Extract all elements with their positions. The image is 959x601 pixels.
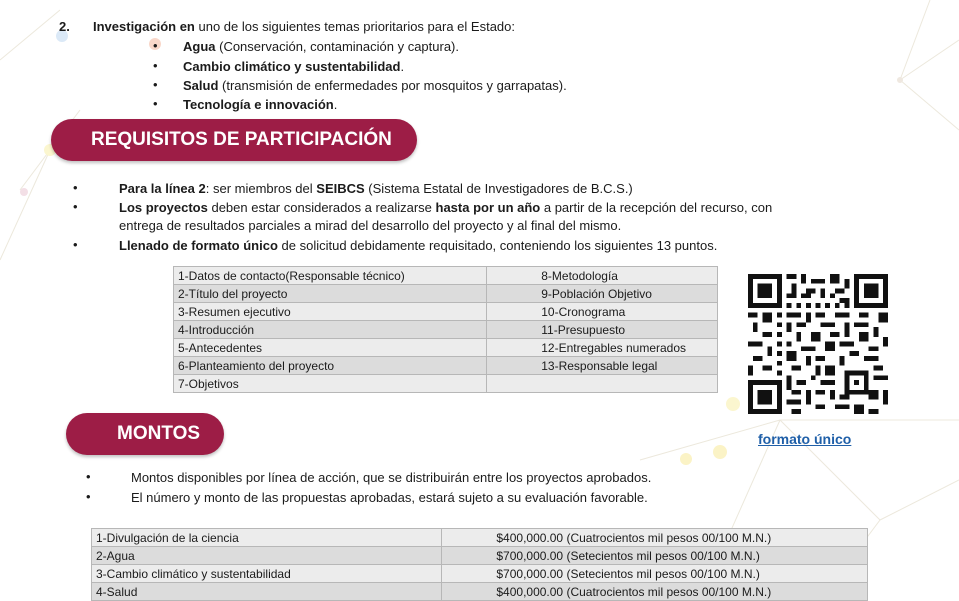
bullet-icon: • — [73, 199, 78, 214]
table-cell: 3-Resumen ejecutivo — [174, 303, 487, 321]
table-cell: $400,000.00 (Cuatrocientos mil pesos 00/100 M.N.) — [442, 583, 868, 601]
requisito-item-line2: entrega de resultados parciales a mirad del desarrollo del proyecto y al final del mismo. — [119, 218, 622, 233]
requisito-text: de solicitud debidamente requisitado, conteniendo los siguientes 13 puntos. — [277, 238, 718, 253]
topic-bold: Agua — [183, 39, 216, 54]
bullet-icon: • — [86, 489, 91, 504]
table-cell: 13-Responsable legal — [487, 357, 718, 375]
requisito-item — [119, 181, 633, 196]
formato-unico-link[interactable]: formato único — [758, 431, 852, 447]
topic-item — [183, 78, 567, 93]
section-lead-bold: Investigación en — [93, 19, 195, 34]
table-cell: 4-Introducción — [174, 321, 487, 339]
table-row — [92, 547, 868, 565]
montos-item: Montos disponibles por línea de acción, que se distribuirán entre los proyectos aprobados. — [131, 470, 652, 485]
table-cell: 6-Planteamiento del proyecto — [174, 357, 487, 375]
topic-item — [183, 39, 459, 54]
topic-item — [183, 59, 404, 74]
topic-bold: Tecnología e innovación — [183, 97, 334, 112]
montos-title: MONTOS — [117, 423, 201, 444]
montos-table — [91, 528, 868, 601]
requisito-bold2: hasta por un año — [435, 200, 541, 215]
requisito-item — [119, 200, 772, 215]
qr-code-icon[interactable] — [748, 274, 888, 414]
requisito-bold: Los proyectos — [119, 200, 208, 215]
bullet-icon: • — [153, 96, 158, 111]
section-number: 2. — [59, 19, 70, 34]
bullet-icon: • — [153, 77, 158, 92]
requisito-item — [119, 238, 717, 253]
table-cell: 1-Divulgación de la ciencia — [92, 529, 442, 547]
topic-item — [183, 97, 337, 112]
bullet-icon: • — [153, 58, 158, 73]
bullet-icon: • — [153, 38, 158, 53]
table-cell: 9-Población Objetivo — [487, 285, 718, 303]
table-row — [174, 321, 718, 339]
table-row — [174, 285, 718, 303]
table-row — [174, 339, 718, 357]
table-row — [174, 303, 718, 321]
table-cell: 7-Objetivos — [174, 375, 487, 393]
table-cell: 12-Entregables numerados — [487, 339, 718, 357]
table-cell: 2-Título del proyecto — [174, 285, 487, 303]
table-cell: 10-Cronograma — [487, 303, 718, 321]
table-cell: 1-Datos de contacto(Responsable técnico) — [174, 267, 487, 285]
requisito-text2: (Sistema Estatal de Investigadores de B.C.S.) — [364, 181, 633, 196]
topic-rest: . — [333, 97, 338, 112]
table-cell: $700,000.00 (Setecientos mil pesos 00/100 M.N.) — [442, 565, 868, 583]
table-cell: $400,000.00 (Cuatrocientos mil pesos 00/100 M.N.) — [442, 529, 868, 547]
requisito-bold2: SEIBCS — [316, 181, 365, 196]
table-row — [92, 565, 868, 583]
montos-item: El número y monto de las propuestas aprobadas, estará sujeto a su evaluación favorable. — [131, 490, 648, 505]
requisito-bold: Llenado de formato único — [119, 238, 278, 253]
requisito-text: : ser miembros del — [205, 181, 317, 196]
section-lead — [93, 19, 515, 34]
topic-rest: (Conservación, contaminación y captura). — [215, 39, 460, 54]
requisitos-table — [173, 266, 718, 393]
table-row — [92, 583, 868, 601]
table-cell: 3-Cambio climático y sustentabilidad — [92, 565, 442, 583]
table-row — [92, 529, 868, 547]
table-cell: 5-Antecedentes — [174, 339, 487, 357]
table-cell — [487, 375, 718, 393]
table-cell: 8-Metodología — [487, 267, 718, 285]
table-cell: 11-Presupuesto — [487, 321, 718, 339]
table-cell: 4-Salud — [92, 583, 442, 601]
table-cell: 2-Agua — [92, 547, 442, 565]
bullet-icon: • — [73, 237, 78, 252]
requisito-text2: a partir de la recepción del recurso, con — [540, 200, 773, 215]
montos-banner — [66, 413, 224, 455]
table-row — [174, 375, 718, 393]
table-row — [174, 267, 718, 285]
requisito-text: deben estar considerados a realizarse — [207, 200, 436, 215]
requisitos-title: REQUISITOS DE PARTICIPACIÓN — [91, 129, 392, 150]
topic-bold: Salud — [183, 78, 219, 93]
table-cell: $700,000.00 (Setecientos mil pesos 00/100 M.N.) — [442, 547, 868, 565]
table-row — [174, 357, 718, 375]
requisito-bold: Para la línea 2 — [119, 181, 206, 196]
topic-rest: . — [400, 59, 405, 74]
requisitos-banner — [51, 119, 417, 161]
topic-bold: Cambio climático y sustentabilidad — [183, 59, 401, 74]
topic-rest: (transmisión de enfermedades por mosquitos y garrapatas). — [218, 78, 567, 93]
bullet-icon: • — [73, 180, 78, 195]
bullet-icon: • — [86, 469, 91, 484]
section-lead-rest: uno de los siguientes temas prioritarios para el Estado: — [194, 19, 515, 34]
